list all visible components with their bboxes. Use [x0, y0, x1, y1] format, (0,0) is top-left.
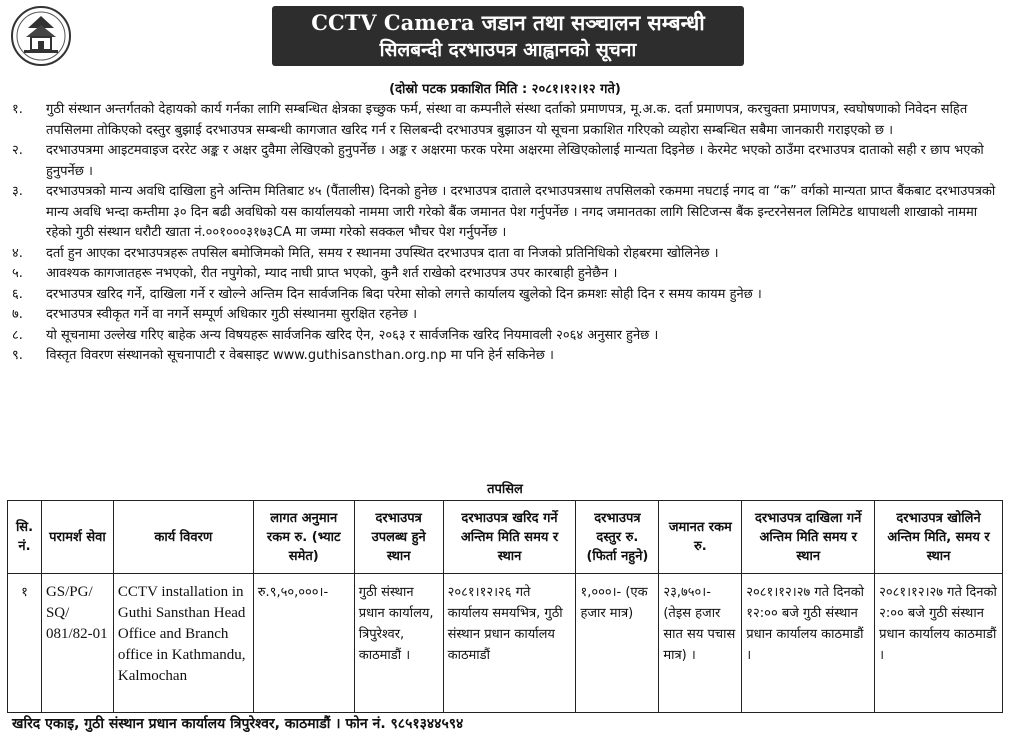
header-purchase-deadline: दरभाउपत्र खरिद गर्ने अन्तिम मिति समय र स्थान: [443, 501, 576, 574]
temple-emblem-icon: [10, 4, 72, 68]
clause-item: [12, 182, 1002, 244]
cell-purchase-deadline: २०८१।१२।२६ गते कार्यालय समयभित्र, गुठी संस्थान प्रधान कार्यालय काठमाडौं: [443, 574, 576, 713]
clause-number: ५.: [12, 266, 23, 281]
clause-item: [12, 141, 1002, 182]
clause-number: ८.: [12, 327, 23, 343]
header-availability: दरभाउपत्र उपलब्ध हुने स्थान: [354, 501, 443, 574]
title-banner: [272, 6, 744, 66]
clause-text: दरभाउपत्रको मान्य अवधि दाखिला हुने अन्तिम मितिबाट ४५ (पैंतालीस) दिनको हुनेछ । दरभाउपत्र दाताले दरभाउपत्रसाथ तपसिलको रकममा नघटाई नगद वा “क” वर्गको मान्यता प्राप्त बैंकबाट दरभाउपत्रको मान्य अवधि भन्दा कम्तीमा ३० दिन बढी अवधिको यस कार्यालयको नाममा जारी गरेको बैंक जमानत पेश गर्नुपर्नेछ । नगद जमानतका लागि सिटिजन्स बैंक इन्टरनेसनल लिमिटेड थापाथली शाखाको नाममा रहेको गुठी संस्थान धरौटी खाता नं.००१०००३१७३CA मा जम्मा गरेको सक्कल भौचर पेश गर्नुपर्नेछ ।: [46, 184, 996, 240]
tender-table: [7, 500, 1003, 713]
clause-item: [12, 244, 1002, 265]
clause-item: [12, 100, 1002, 141]
clause-number: ६.: [12, 286, 23, 302]
cell-opening: २०८१।१२।२७ गते दिनको २:०० बजे गुठी संस्थान प्रधान कार्यालय काठमाडौं ।: [875, 574, 1003, 713]
cell-fee: १,०००।- (एक हजार मात्र): [576, 574, 659, 713]
clause-text: यो सूचनामा उल्लेख गरिए बाहेक अन्य विषयहरू सार्वजनिक खरिद ऐन, २०६३ र सार्वजनिक खरिद नियमावली २०६४ अनुसार हुनेछ ।: [46, 327, 659, 343]
clause-number: ७.: [12, 307, 23, 322]
cell-description: CCTV installation in Guthi Sansthan Head Office and Branch office in Kathmandu, Kalmochan: [113, 574, 253, 713]
clause-text: गुठी संस्थान अन्तर्गतको देहायको कार्य गर्नका लागि सम्बन्धित क्षेत्रका इच्छुक फर्म, संस्था वा कम्पनीले संस्था दर्ताको प्रमाणपत्र, मू.अ.क. दर्ता प्रमाणपत्र, करचुक्ता प्रमाणपत्र, स्वघोषणाको निवेदन सहित तपसिलमा तोकिएको दस्तुर बुझाई दरभाउपत्र सम्बन्धी कागजात खरिद गर्न र सिलबन्दी दरभाउपत्र बुझाउन यो सूचना प्रकाशित गरिएको व्यहोरा सम्बन्धित सबैमा जानकारी गराइएको छ ।: [46, 102, 968, 138]
header-serial: सि. नं.: [8, 501, 42, 574]
table-row: [8, 574, 1003, 713]
cell-serial: १: [8, 574, 42, 713]
header-opening: दरभाउपत्र खोलिने अन्तिम मिति, समय र स्थान: [875, 501, 1003, 574]
clause-text: आवश्यक कागजातहरू नभएको, रीत नपुगेको, म्याद नाघी प्राप्त भएको, कुनै शर्त राखेको दरभाउपत्र उपर कारबाही हुनेछैन ।: [46, 266, 618, 281]
header-security: जमानत रकम रु.: [659, 501, 742, 574]
clause-item: [12, 285, 1002, 306]
clause-text: दरभाउपत्रमा आइटमवाइज दररेट अङ्क र अक्षर दुवैमा लेखिएको हुनुपर्नेछ । अङ्क र अक्षरमा फरक परेमा अक्षरमा लेखिएकोलाई मान्यता दिइनेछ । केरमेट भएको ठाउँमा दरभाउपत्र दाताको सही र छाप भएको हुनुपर्नेछ ।: [46, 143, 984, 179]
table-header-row: [8, 501, 1003, 574]
clause-number: ३.: [12, 184, 23, 199]
clause-text: दरभाउपत्र स्वीकृत गर्ने वा नगर्ने सम्पूर्ण अधिकार गुठी संस्थानमा सुरक्षित रहनेछ ।: [46, 307, 418, 322]
cell-security: २३,७५०।- (तेइस हजार सात सय पचास मात्र) ।: [659, 574, 742, 713]
notice-title-line-2: सिलबन्दी दरभाउपत्र आह्वानको सूचना: [379, 39, 637, 61]
footer-contact: खरिद एकाइ, गुठी संस्थान प्रधान कार्यालय त्रिपुरेश्वर, काठमाडौं । फोन नं. ९८५१३४४५९४: [12, 716, 464, 732]
clause-item: [12, 346, 1002, 367]
clause-number: ४.: [12, 245, 23, 261]
header-submission-deadline: दरभाउपत्र दाखिला गर्ने अन्तिम मिति समय र स्थान: [742, 501, 875, 574]
clause-number: २.: [12, 143, 23, 158]
clause-number: १.: [12, 102, 23, 117]
header-work-description: कार्य विवरण: [113, 501, 253, 574]
clause-text: विस्तृत विवरण संस्थानको सूचनापाटी र वेबसाइट www.guthisansthan.org.np मा पनि हेर्न सकिनेछ ।: [46, 348, 554, 363]
clause-item: [12, 264, 1002, 285]
clause-number: ९.: [12, 348, 23, 363]
clause-text: दरभाउपत्र खरिद गर्ने, दाखिला गर्ने र खोल्ने अन्तिम दिन सार्वजनिक बिदा परेमा सोको लगत्ते कार्यालय खुलेको दिन क्रमशः सोही दिन र समय कायम हुनेछ ।: [46, 286, 762, 302]
clause-item: [12, 326, 1002, 347]
notice-title-line-1: CCTV Camera जडान तथा सञ्चालन सम्बन्धी: [311, 10, 705, 35]
header: [0, 0, 1010, 80]
clause-item: [12, 305, 1002, 326]
table-title: तपसिल: [487, 482, 523, 497]
header-consulting-service: परामर्श सेवा: [41, 501, 113, 574]
cell-availability: गुठी संस्थान प्रधान कार्यालय, त्रिपुरेश्वर, काठमाडौं ।: [354, 574, 443, 713]
cell-code: GS/PG/ SQ/ 081/82-01: [41, 574, 113, 713]
cell-submission-deadline: २०८१।१२।२७ गते दिनको १२:०० बजे गुठी संस्थान प्रधान कार्यालय काठमाडौं ।: [742, 574, 875, 713]
cell-estimate: रु.९,५०,०००।-: [253, 574, 354, 713]
header-fee: दरभाउपत्र दस्तुर रु. (फिर्ता नहुने): [576, 501, 659, 574]
clause-list: [12, 100, 1002, 367]
header-cost-estimate: लागत अनुमान रकम रु. (भ्याट समेत): [253, 501, 354, 574]
clause-text: दर्ता हुन आएका दरभाउपत्रहरू तपसिल बमोजिमको मिति, समय र स्थानमा उपस्थित दरभाउपत्र दाता वा निजको प्रतिनिधिको रोहबरमा खोलिनेछ ।: [46, 245, 719, 261]
publish-date: (दोस्रो पटक प्रकाशित मिति : २०८१।१२।१२ गते): [389, 82, 621, 97]
